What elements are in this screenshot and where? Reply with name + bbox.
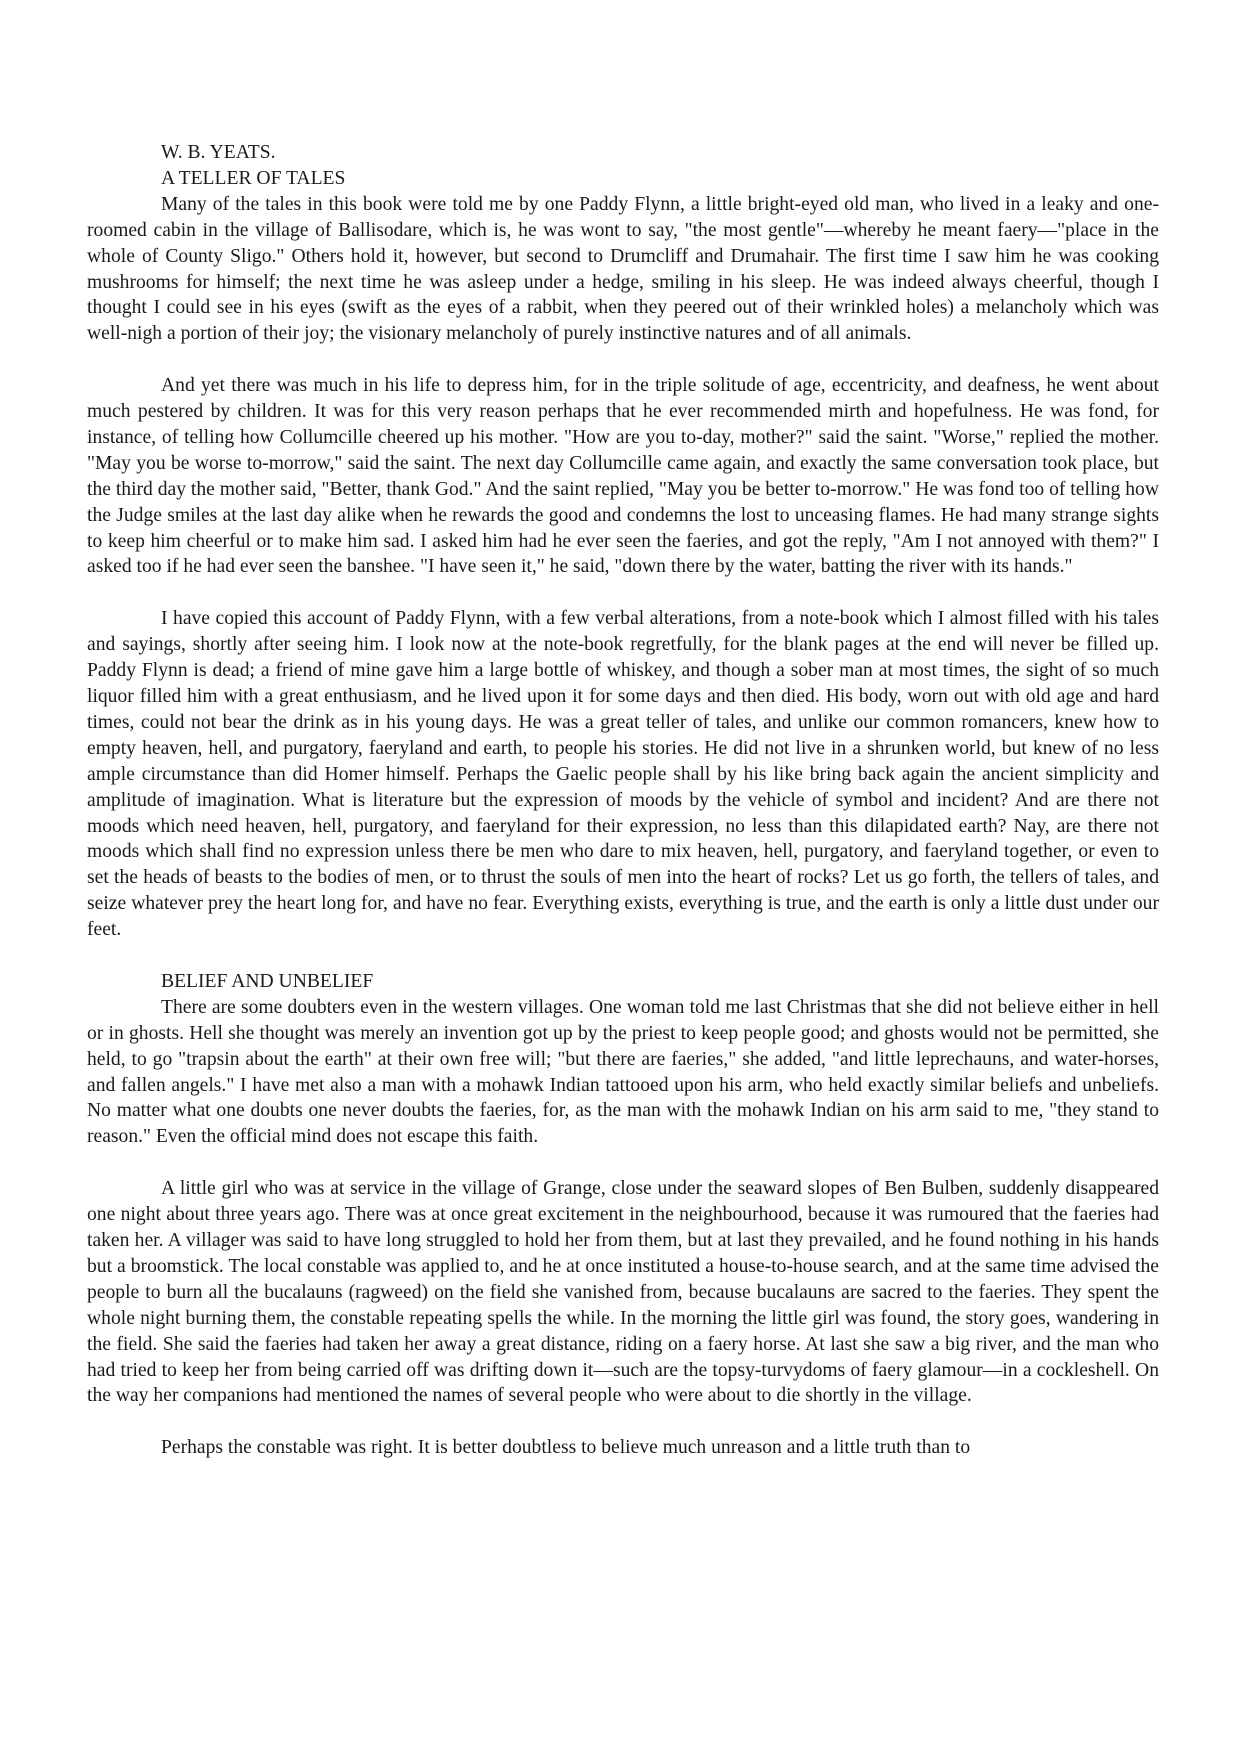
paragraph: And yet there was much in his life to depress him, for in the triple solitude of age, eccentricity, and deafness, he went about much pestered by children. It was for this very reason perhaps that he ever recommended mirth and hopefulness. He was fond, for instance, of telling how Collumcille cheered up his mother. "How are you to-day, mother?" said the saint. "Worse," replied the mother. "May you be worse to-morrow," said the saint. The next day Collumcille came again, and exactly the same conversation took place, but the third day the mother said, "Better, thank God." And the saint replied, "May you be better to-morrow." He was fond too of telling how the Judge smiles at the last day alike when he rewards the good and condemns the lost to unceasing flames. He had many strange sights to keep him cheerful or to make him sad. I asked him had he ever seen the faeries, and got the reply, "Am I not annoyed with them?" I asked too if he had ever seen the banshee. "I have seen it," he said, "down there by the water, batting the river with its hands." xyxy=(87,375,1159,578)
section-title: A TELLER OF TALES xyxy=(161,167,346,189)
paragraph: I have copied this account of Paddy Flynn, with a few verbal alterations, from a note-book which I almost filled with his tales and sayings, shortly after seeing him. I look now at the note-book regretfully, for the blank pages at the end will never be filled up. Paddy Flynn is dead; a friend of mine gave him a large bottle of whiskey, and though a sober man at most times, the sight of so much liquor filled him with a great enthusiasm, and he lived upon it for some days and then died. His body, worn out with old age and hard times, could not bear the drink as in his young days. He was a great teller of tales, and unlike our common romancers, knew how to empty heaven, hell, and purgatory, faeryland and earth, to people his stories. He did not live in a shrunken world, but knew of no less ample circumstance than did Homer himself. Perhaps the Gaelic people shall by his like bring back again the ancient simplicity and amplitude of imagination. What is literature but the expression of moods by the vehicle of symbol and incident? And are there not moods which need heaven, hell, purgatory, and faeryland for their expression, no less than this dilapidated earth? Nay, are there not moods which shall find no expression unless there be men who dare to mix heaven, hell, purgatory, and faeryland together, or even to set the heads of beasts to the bodies of men, or to thrust the souls of men into the heart of rocks? Let us go forth, the tellers of tales, and seize whatever prey the heart long for, and have no fear. Everything exists, everything is true, and the earth is only a little dust under our feet. xyxy=(87,608,1159,941)
paragraph-gap xyxy=(87,580,1159,606)
document-page xyxy=(87,140,1159,1461)
paragraph-gap xyxy=(87,943,1159,969)
paragraph-gap xyxy=(87,1409,1159,1435)
section-title: BELIEF AND UNBELIEF xyxy=(161,970,374,992)
paragraph: Many of the tales in this book were told me by one Paddy Flynn, a little bright-eyed old man, who lived in a leaky and one-roomed cabin in the village of Ballisodare, which is, he was wont to say, "the most gentle"—whereby he meant faery—"place in the whole of County Sligo." Others hold it, however, but second to Drumcliff and Drumahair. The first time I saw him he was cooking mushrooms for himself; the next time he was asleep under a hedge, smiling in his sleep. He was indeed always cheerful, though I thought I could see in his eyes (swift as the eyes of a rabbit, when they peered out of their wrinkled holes) a melancholy which was well-nigh a portion of their joy; the visionary melancholy of purely instinctive natures and of all animals. xyxy=(87,193,1159,345)
paragraph-gap xyxy=(87,1150,1159,1176)
paragraph: There are some doubters even in the western villages. One woman told me last Christmas that she did not believe either in hell or in ghosts. Hell she thought was merely an invention got up by the priest to keep people good; and ghosts would not be permitted, she held, to go "trapsin about the earth" at their own free will; "but there are faeries," she added, "and little leprechauns, and water-horses, and fallen angels." I have met also a man with a mohawk Indian tattooed upon his arm, who held exactly similar beliefs and unbeliefs. No matter what one doubts one never doubts the faeries, for, as the man with the mohawk Indian on his arm said to me, "they stand to reason." Even the official mind does not escape this faith. xyxy=(87,996,1159,1148)
paragraph: Perhaps the constable was right. It is better doubtless to believe much unreason and a little truth than to xyxy=(161,1437,971,1459)
paragraph: A little girl who was at service in the village of Grange, close under the seaward slopes of Ben Bulben, suddenly disappeared one night about three years ago. There was at once great excitement in the neighbourhood, because it was rumoured that the faeries had taken her. A villager was said to have long struggled to hold her from them, but at last they prevailed, and he found nothing in his hands but a broomstick. The local constable was applied to, and he at once instituted a house-to-house search, and at the same time advised the people to burn all the bucalauns (ragweed) on the field she vanished from, because bucalauns are sacred to the faeries. They spent the whole night burning them, the constable repeating spells the while. In the morning the little girl was found, the story goes, wandering in the field. She said the faeries had taken her away a great distance, riding on a faery horse. At last she saw a big river, and the man who had tried to keep her from being carried off was drifting down it—such are the topsy-turvydoms of faery glamour—in a cockleshell. On the way her companions had mentioned the names of several people who were about to die shortly in the village. xyxy=(87,1178,1159,1407)
author-line: W. B. YEATS. xyxy=(161,142,276,163)
paragraph-gap xyxy=(87,347,1159,373)
